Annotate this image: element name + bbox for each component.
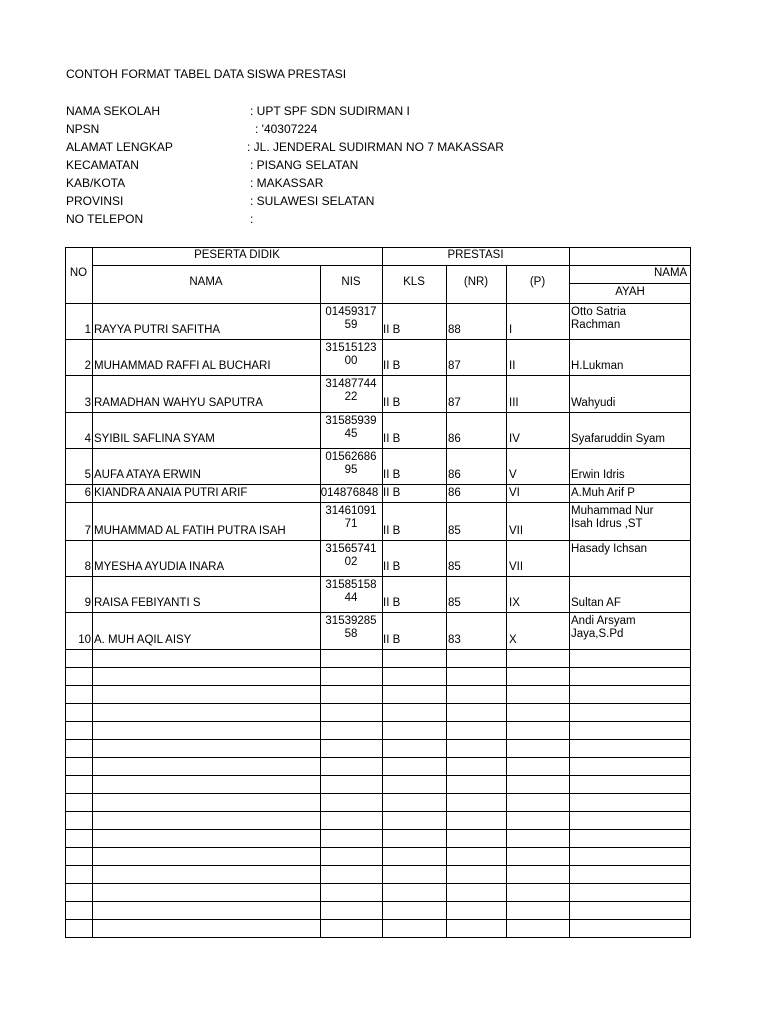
row-4-nis-line1: 31585939 bbox=[325, 415, 377, 427]
header-peserta-didik: PESERTA DIDIK bbox=[194, 249, 280, 261]
row-1-nis-line2: 59 bbox=[344, 319, 358, 331]
header-nr: (NR) bbox=[463, 276, 489, 288]
row-1-ayah-line2: Rachman bbox=[571, 319, 621, 331]
header-no: NO bbox=[69, 267, 88, 279]
row-1-nis-line1: 01459317 bbox=[325, 306, 377, 318]
row-5-nama: AUFA ATAYA ERWIN bbox=[94, 469, 201, 481]
row-8-nama: MYESHA AYUDIA INARA bbox=[94, 561, 225, 573]
row-6-p: VI bbox=[509, 487, 520, 499]
row-5-kls: II B bbox=[383, 469, 401, 481]
row-8-nis-line1: 31565741 bbox=[325, 543, 377, 555]
info-label-province: PROVINSI bbox=[66, 194, 124, 208]
row-9-nis-line2: 44 bbox=[344, 592, 358, 604]
row-10-ayah-line2: Jaya,S.Pd bbox=[571, 628, 624, 640]
row-3-nama: RAMADHAN WAHYU SAPUTRA bbox=[94, 397, 263, 409]
row-5-ayah-line2: Erwin Idris bbox=[571, 469, 625, 481]
student-table bbox=[65, 247, 691, 941]
row-4-nr: 86 bbox=[448, 433, 461, 445]
row-2-no: 2 bbox=[84, 360, 91, 372]
row-1-p: I bbox=[509, 324, 513, 336]
row-2-p: II bbox=[509, 360, 516, 372]
row-9-p: IX bbox=[509, 597, 520, 609]
header-prestasi: PRESTASI bbox=[447, 249, 504, 261]
header-nama-group: NAMA bbox=[654, 267, 688, 279]
header-p: (P) bbox=[529, 276, 546, 288]
row-10-nama: A. MUH AQIL AISY bbox=[94, 634, 192, 646]
row-7-ayah-line2: Isah Idrus ,ST bbox=[571, 518, 643, 530]
info-value-phone: : bbox=[250, 212, 254, 226]
row-7-nis-line1: 31461091 bbox=[325, 505, 377, 517]
row-9-nr: 85 bbox=[448, 597, 461, 609]
info-value-district: : PISANG SELATAN bbox=[250, 158, 359, 172]
row-2-nis-line1: 31515123 bbox=[325, 342, 377, 354]
row-1-ayah-line1: Otto Satria bbox=[571, 306, 626, 318]
row-4-no: 4 bbox=[84, 433, 91, 445]
info-value-npsn: : '40307224 bbox=[255, 122, 318, 136]
info-value-city: : MAKASSAR bbox=[250, 176, 324, 190]
header-nis: NIS bbox=[341, 276, 361, 288]
row-3-no: 3 bbox=[84, 397, 91, 409]
info-label-city: KAB/KOTA bbox=[66, 176, 126, 190]
row-4-ayah-line2: Syafaruddin Syam bbox=[571, 433, 665, 445]
row-5-nis-line1: 01562686 bbox=[325, 451, 377, 463]
row-3-p: III bbox=[509, 397, 519, 409]
row-7-nama: MUHAMMAD AL FATIH PUTRA ISAH bbox=[94, 525, 286, 537]
row-10-ayah-line1: Andi Arsyam bbox=[571, 615, 636, 627]
header-kls: KLS bbox=[403, 276, 425, 288]
row-9-kls: II B bbox=[383, 597, 401, 609]
row-7-nr: 85 bbox=[448, 525, 461, 537]
row-1-kls: II B bbox=[383, 324, 401, 336]
row-5-nis-line2: 95 bbox=[344, 464, 358, 476]
row-6-nis: 014876848 bbox=[320, 487, 379, 499]
row-5-no: 5 bbox=[84, 469, 91, 481]
row-5-nr: 86 bbox=[448, 469, 461, 481]
row-2-ayah-line2: H.Lukman bbox=[571, 360, 624, 372]
info-label-npsn: NPSN bbox=[66, 122, 100, 136]
row-9-no: 9 bbox=[84, 597, 91, 609]
row-4-nis-line2: 45 bbox=[344, 428, 358, 440]
row-3-nr: 87 bbox=[448, 397, 461, 409]
row-8-kls: II B bbox=[383, 561, 401, 573]
row-2-nama: MUHAMMAD RAFFI AL BUCHARI bbox=[94, 360, 271, 372]
row-8-nis-line2: 02 bbox=[344, 556, 358, 568]
row-3-nis-line1: 31487744 bbox=[325, 378, 377, 390]
row-10-nr: 83 bbox=[448, 634, 461, 646]
row-5-p: V bbox=[509, 469, 517, 481]
row-8-nr: 85 bbox=[448, 561, 461, 573]
row-3-nis-line2: 22 bbox=[344, 391, 358, 403]
row-2-kls: II B bbox=[383, 360, 401, 372]
row-1-nr: 88 bbox=[448, 324, 461, 336]
row-7-no: 7 bbox=[84, 525, 91, 537]
row-7-kls: II B bbox=[383, 525, 401, 537]
row-8-no: 8 bbox=[84, 561, 91, 573]
row-1-nama: RAYYA PUTRI SAFITHA bbox=[94, 324, 221, 336]
row-3-ayah-line2: Wahyudi bbox=[571, 397, 616, 409]
row-9-ayah-line2: Sultan AF bbox=[571, 597, 621, 609]
info-value-address: : JL. JENDERAL SUDIRMAN NO 7 MAKASSAR bbox=[247, 140, 504, 154]
row-6-no: 6 bbox=[84, 487, 91, 499]
info-label-phone: NO TELEPON bbox=[66, 212, 144, 226]
info-label-district: KECAMATAN bbox=[66, 158, 139, 172]
row-9-nama: RAISA FEBIYANTI S bbox=[94, 597, 201, 609]
row-10-nis-line2: 58 bbox=[344, 628, 358, 640]
info-value-province: : SULAWESI SELATAN bbox=[250, 194, 375, 208]
header-ayah: AYAH bbox=[615, 286, 645, 298]
row-10-nis-line1: 31539285 bbox=[325, 615, 377, 627]
row-6-nama: KIANDRA ANAIA PUTRI ARIF bbox=[94, 487, 248, 499]
row-4-p: IV bbox=[509, 433, 520, 445]
row-2-nr: 87 bbox=[448, 360, 461, 372]
info-label-school: NAMA SEKOLAH bbox=[66, 104, 161, 118]
row-8-ayah-line1: Hasady Ichsan bbox=[571, 543, 648, 555]
row-4-kls: II B bbox=[383, 433, 401, 445]
row-7-p: VII bbox=[509, 525, 524, 537]
row-6-nr: 86 bbox=[448, 487, 461, 499]
row-10-p: X bbox=[509, 634, 517, 646]
row-1-no: 1 bbox=[84, 324, 91, 336]
row-7-nis-line2: 71 bbox=[344, 518, 358, 530]
row-6-ayah-line2: A.Muh Arif P bbox=[571, 487, 635, 499]
header-nama: NAMA bbox=[189, 276, 223, 288]
row-8-p: VII bbox=[509, 561, 524, 573]
row-10-kls: II B bbox=[383, 634, 401, 646]
row-3-kls: II B bbox=[383, 397, 401, 409]
document-title: CONTOH FORMAT TABEL DATA SISWA PRESTASI bbox=[66, 67, 347, 81]
row-9-nis-line1: 31585158 bbox=[325, 579, 377, 591]
row-7-ayah-line1: Muhammad Nur bbox=[571, 505, 654, 517]
row-2-nis-line2: 00 bbox=[344, 355, 358, 367]
row-6-kls: II B bbox=[383, 487, 401, 499]
row-10-no: 10 bbox=[78, 634, 91, 646]
row-4-nama: SYIBIL SAFLINA SYAM bbox=[94, 433, 215, 445]
info-label-address: ALAMAT LENGKAP bbox=[66, 140, 173, 154]
info-value-school: : UPT SPF SDN SUDIRMAN I bbox=[250, 104, 410, 118]
